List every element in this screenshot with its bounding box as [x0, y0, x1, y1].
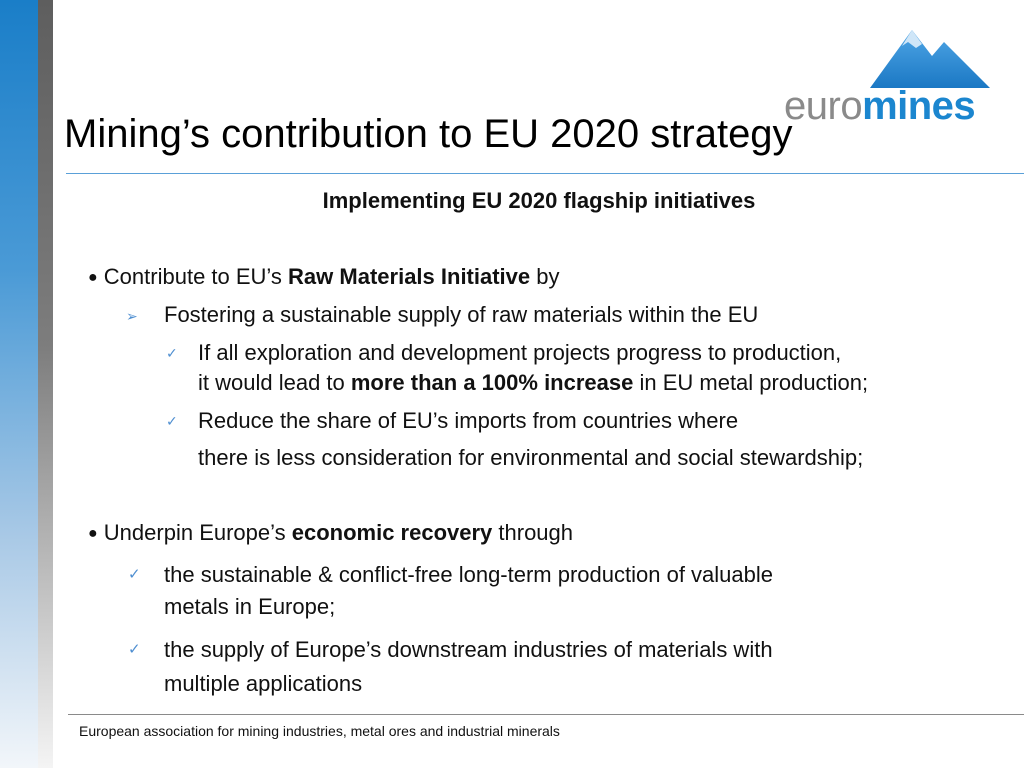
section1-subpoint: Fostering a sustainable supply of raw materials within the EU	[164, 302, 759, 327]
euromines-logo	[784, 26, 996, 128]
section2-point1-line1: the sustainable & conflict-free long-term production of valuable	[164, 562, 774, 587]
point1-line2-bold: more than a 100% increase	[350, 370, 634, 395]
bullet-icon: ●	[88, 269, 98, 286]
logo-text-euro: euro	[784, 84, 863, 128]
arrow-bullet-icon: ➢	[126, 308, 138, 324]
section2-point2-line2: multiple applications	[164, 671, 363, 696]
check-icon: ✓	[166, 345, 178, 361]
section1-heading	[88, 262, 560, 295]
left-accent-bar	[0, 0, 38, 768]
section2-text: Underpin Europe’s	[103, 520, 292, 545]
section2-bold: economic recovery	[291, 520, 493, 545]
logo-text-mines: mines	[862, 84, 976, 128]
section2-heading	[88, 518, 573, 551]
section1-bold: Raw Materials Initiative	[288, 264, 531, 289]
left-accent-bar-grey	[38, 0, 53, 768]
point2-line2: there is less consideration for environmental and social stewardship;	[198, 445, 864, 470]
section2-point2-line1: the supply of Europe’s downstream industries of materials with	[164, 637, 773, 662]
title-divider	[66, 173, 1024, 174]
point1-line2-post: in EU metal production;	[633, 370, 869, 395]
point1-line2	[198, 368, 868, 398]
check-icon: ✓	[166, 413, 178, 429]
section1-text: Contribute to EU’s	[103, 264, 289, 289]
slide-footer: European association for mining industries, metal ores and industrial minerals	[79, 723, 560, 739]
slide-subtitle: Implementing EU 2020 flagship initiatives	[322, 188, 756, 213]
section2-post: through	[492, 520, 574, 545]
section2-point1-line2: metals in Europe;	[164, 594, 336, 619]
section1-post: by	[530, 264, 560, 289]
point2-line1: Reduce the share of EU’s imports from countries where	[198, 408, 739, 433]
mountain-logo-icon	[858, 26, 996, 90]
logo-wordmark	[784, 84, 975, 128]
check-icon: ✓	[128, 566, 141, 583]
check-icon: ✓	[128, 641, 141, 658]
footer-divider	[68, 714, 1024, 715]
slide-title: Mining’s contribution to EU 2020 strategy	[64, 112, 793, 156]
bullet-icon: ●	[88, 525, 98, 542]
point1-line1: If all exploration and development projects progress to production,	[198, 340, 842, 365]
point1-line2-pre: it would lead to	[198, 370, 351, 395]
